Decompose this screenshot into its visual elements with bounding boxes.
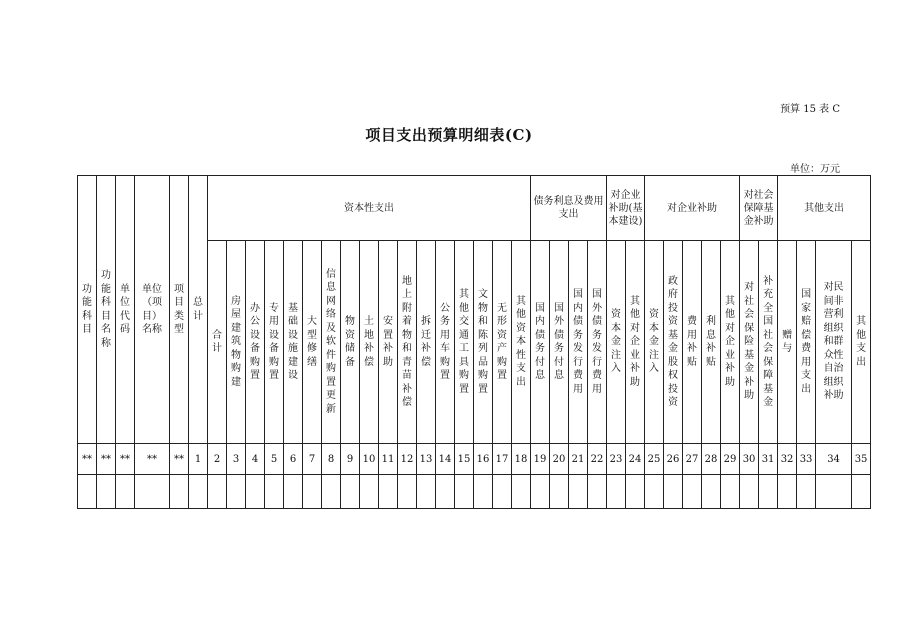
col-header: 对民间非营利组织和群众性自治组织补助 (816, 241, 852, 444)
group-other: 其他支出 (778, 176, 871, 241)
cell-number: 7 (303, 444, 322, 475)
col-header: 国家赔偿费用支出 (797, 241, 816, 444)
cell-number: 34 (816, 444, 852, 475)
cell-number: 19 (531, 444, 550, 475)
empty-cell (379, 475, 398, 509)
cell-number: 23 (607, 444, 626, 475)
col-header: 专用设备购置 (265, 241, 284, 444)
cell-star: ** (135, 444, 170, 475)
empty-cell (398, 475, 417, 509)
cell-star: ** (97, 444, 116, 475)
empty-cell (78, 475, 97, 509)
cell-number: 24 (626, 444, 645, 475)
cell-number: 26 (664, 444, 683, 475)
empty-cell (417, 475, 436, 509)
empty-cell (702, 475, 721, 509)
col-header: 国外债务付息 (550, 241, 569, 444)
col-header: 国内债务付息 (531, 241, 550, 444)
col-header: 利息补贴 (702, 241, 721, 444)
empty-cell (664, 475, 683, 509)
empty-cell (721, 475, 740, 509)
col-header: 公务用车购置 (436, 241, 455, 444)
col-header: 其他交通工具购置 (455, 241, 474, 444)
empty-cell (778, 475, 797, 509)
cell-number: 4 (246, 444, 265, 475)
empty-cell (740, 475, 759, 509)
cell-number: 11 (379, 444, 398, 475)
empty-cell (588, 475, 607, 509)
col-header: 资本金注入 (645, 241, 664, 444)
empty-cell (208, 475, 227, 509)
empty-cell (797, 475, 816, 509)
col-header: 地上附着物和青苗补偿 (398, 241, 417, 444)
col-header: 补充全国社会保障基金 (759, 241, 778, 444)
cell-number: 8 (322, 444, 341, 475)
col-header: 其他对企业补助 (721, 241, 740, 444)
cell-number: 21 (569, 444, 588, 475)
empty-cell (645, 475, 664, 509)
col-header: 土地补偿 (360, 241, 379, 444)
budget-table (77, 175, 871, 509)
empty-cell (607, 475, 626, 509)
cell-number: 18 (512, 444, 531, 475)
cell-number: 32 (778, 444, 797, 475)
empty-cell (265, 475, 284, 509)
empty-data-row (78, 475, 871, 509)
cell-star: ** (170, 444, 189, 475)
empty-cell (116, 475, 135, 509)
header-gongneng-kemu-mingcheng: 功能科目名称 (97, 176, 116, 444)
cell-number: 28 (702, 444, 721, 475)
cell-number: 3 (227, 444, 246, 475)
cell-star: ** (78, 444, 97, 475)
group-debt: 债务利息及费用支出 (531, 176, 607, 241)
group-capital: 资本性支出 (208, 176, 531, 241)
empty-cell (683, 475, 702, 509)
cell-number: 31 (759, 444, 778, 475)
empty-cell (303, 475, 322, 509)
cell-number: 16 (474, 444, 493, 475)
col-header: 赠与 (778, 241, 797, 444)
empty-cell (227, 475, 246, 509)
header-zongji: 总计 (189, 176, 208, 444)
empty-cell (170, 475, 189, 509)
cell-number: 9 (341, 444, 360, 475)
cell-number: 10 (360, 444, 379, 475)
col-header: 其他支出 (852, 241, 871, 444)
col-header: 拆迁补偿 (417, 241, 436, 444)
cell-number: 30 (740, 444, 759, 475)
empty-cell (569, 475, 588, 509)
empty-cell (97, 475, 116, 509)
empty-cell (759, 475, 778, 509)
group-enterprise-capital: 对企业补助(基本建设) (607, 176, 645, 241)
empty-cell (493, 475, 512, 509)
col-header: 资本金注入 (607, 241, 626, 444)
col-header: 合计 (208, 241, 227, 444)
empty-cell (512, 475, 531, 509)
cell-number: 15 (455, 444, 474, 475)
header-xiangmu-leixing: 项目类型 (170, 176, 189, 444)
col-header: 办公设备购置 (246, 241, 265, 444)
empty-cell (284, 475, 303, 509)
col-header: 对社会保险基金补助 (740, 241, 759, 444)
cell-number: 14 (436, 444, 455, 475)
empty-cell (135, 475, 170, 509)
col-header: 国内债务发行费用 (569, 241, 588, 444)
col-header: 房屋建筑物购建 (227, 241, 246, 444)
empty-cell (246, 475, 265, 509)
col-header: 大型修缮 (303, 241, 322, 444)
empty-cell (531, 475, 550, 509)
cell-number: 25 (645, 444, 664, 475)
cell-number: 6 (284, 444, 303, 475)
col-header: 文物和陈列品购置 (474, 241, 493, 444)
cell-number: 17 (493, 444, 512, 475)
group-enterprise: 对企业补助 (645, 176, 740, 241)
cell-number: 33 (797, 444, 816, 475)
header-danwei-mingcheng: 单位（项目）名称 (135, 176, 170, 444)
col-header: 基础设施建设 (284, 241, 303, 444)
cell-number: 1 (189, 444, 208, 475)
col-header: 其他资本性支出 (512, 241, 531, 444)
empty-cell (816, 475, 852, 509)
cell-number: 35 (852, 444, 871, 475)
unit-label: 单位：万元 (790, 164, 840, 175)
empty-cell (626, 475, 645, 509)
empty-cell (474, 475, 493, 509)
empty-cell (189, 475, 208, 509)
col-header: 物资储备 (341, 241, 360, 444)
cell-number: 12 (398, 444, 417, 475)
empty-cell (550, 475, 569, 509)
empty-cell (360, 475, 379, 509)
header-danwei-daima: 单位代码 (116, 176, 135, 444)
cell-number: 13 (417, 444, 436, 475)
cell-number: 20 (550, 444, 569, 475)
empty-cell (436, 475, 455, 509)
cell-star: ** (116, 444, 135, 475)
page-title: 项目支出预算明细表(C) (365, 126, 533, 144)
cell-number: 29 (721, 444, 740, 475)
header-row-groups (78, 176, 871, 241)
col-header: 无形资产购置 (493, 241, 512, 444)
empty-cell (341, 475, 360, 509)
group-social: 对社会保障基金补助 (740, 176, 778, 241)
empty-cell (852, 475, 871, 509)
col-header: 安置补助 (379, 241, 398, 444)
col-header: 政府投资基金股权投资 (664, 241, 683, 444)
empty-cell (322, 475, 341, 509)
col-header: 信息网络及软件购置更新 (322, 241, 341, 444)
header-gongneng-kemu: 功能科目 (78, 176, 97, 444)
cell-number: 27 (683, 444, 702, 475)
col-header: 国外债务发行费用 (588, 241, 607, 444)
column-number-row (78, 444, 871, 475)
empty-cell (455, 475, 474, 509)
cell-number: 5 (265, 444, 284, 475)
cell-number: 2 (208, 444, 227, 475)
cell-number: 22 (588, 444, 607, 475)
form-code: 预算 15 表 C (780, 104, 840, 115)
col-header: 其他对企业补助 (626, 241, 645, 444)
col-header: 费用补贴 (683, 241, 702, 444)
